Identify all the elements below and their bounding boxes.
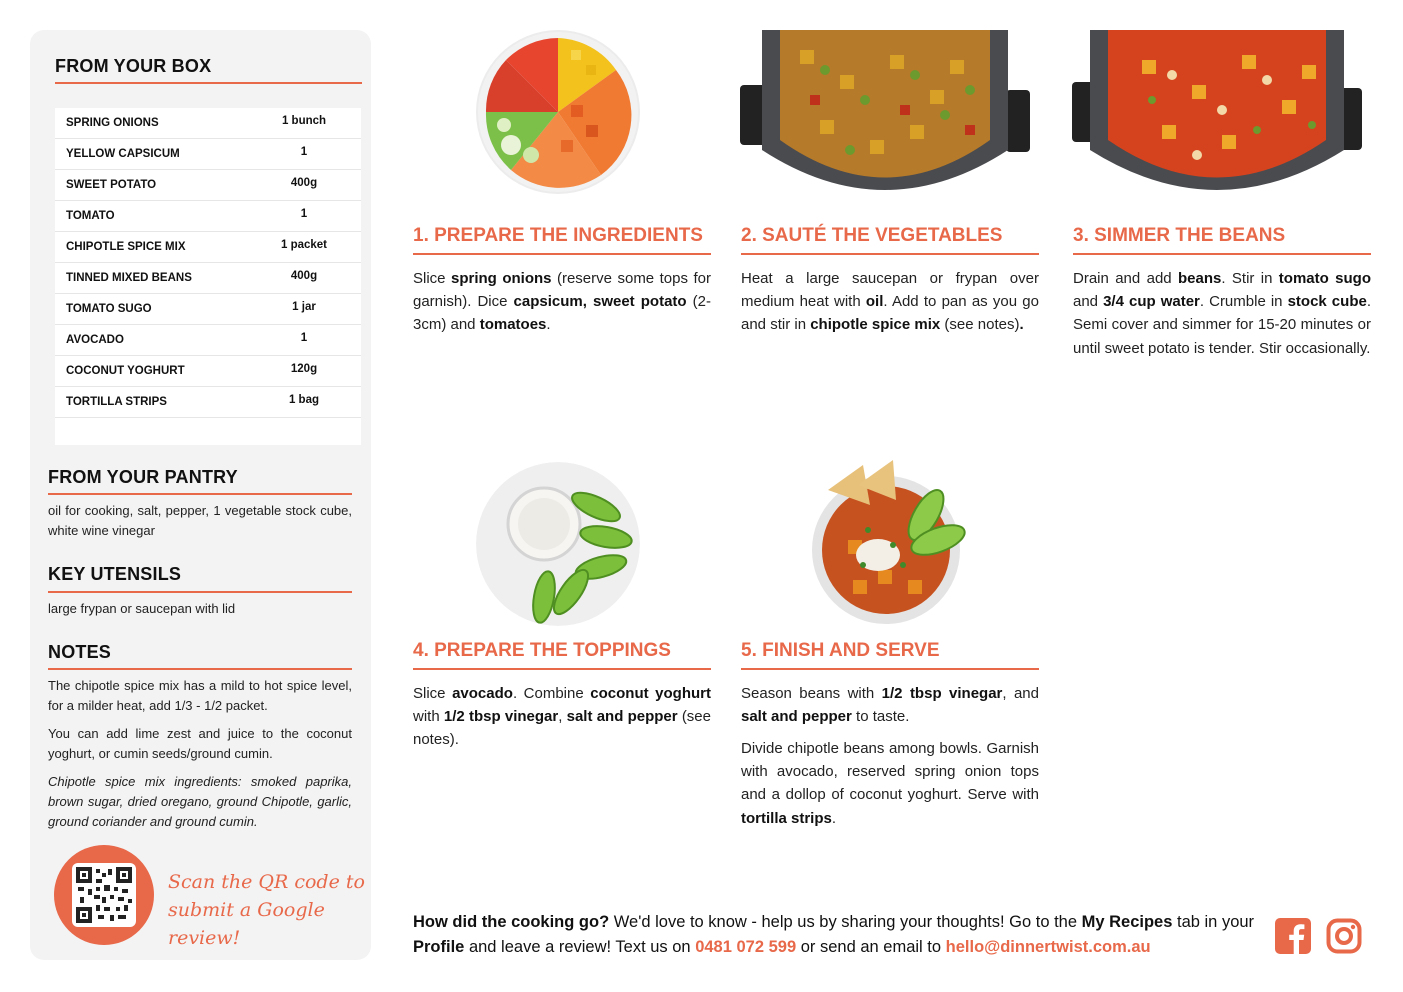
ingredient-row <box>55 325 361 356</box>
phone-link[interactable]: 0481 072 599 <box>695 938 797 956</box>
qr-text-line: Scan the QR code to <box>168 871 365 893</box>
step-divider <box>1073 253 1371 255</box>
step-4-instructions: Slice avocado. Combine coconut yoghurt with 1/2 tbsp vinegar, salt and pepper (see notes). <box>413 685 711 749</box>
ingredient-row <box>55 263 361 294</box>
ingredient-name: TOMATO <box>66 210 115 222</box>
instagram-icon[interactable] <box>1326 918 1362 954</box>
ingredient-qty: 1 <box>300 146 308 158</box>
ingredient-qty: 1 packet <box>280 239 328 251</box>
prepared-ingredients-photo <box>476 30 640 194</box>
step-divider <box>413 253 711 255</box>
review-footer: How did the cooking go? We'd love to know - help us by sharing your thoughts! Go to the My Recipes tab in your Profile and leave a review! Text us on 0481 072 599 or send an email to hello@dinnertwist.com.au <box>413 913 1255 956</box>
step-2-title: 2. SAUTÉ THE VEGETABLES <box>741 225 1003 246</box>
ingredient-name: TORTILLA STRIPS <box>66 396 167 408</box>
facebook-icon[interactable] <box>1275 918 1311 954</box>
qr-code-icon[interactable] <box>72 863 136 927</box>
ingredient-name: CHIPOTLE SPICE MIX <box>66 241 186 253</box>
ingredient-row <box>55 387 361 418</box>
ingredient-name: TINNED MIXED BEANS <box>66 272 192 284</box>
ingredient-row <box>55 232 361 263</box>
step-divider <box>413 668 711 670</box>
ingredient-row <box>55 108 361 139</box>
heading-divider <box>48 668 352 670</box>
ingredient-row <box>55 201 361 232</box>
ingredient-qty: 1 jar <box>292 301 316 313</box>
notes-heading: NOTES <box>48 642 112 662</box>
step-1-title: 1. PREPARE THE INGREDIENTS <box>413 225 703 246</box>
saute-pan-photo <box>740 30 1030 197</box>
ingredient-name: TOMATO SUGO <box>66 303 152 315</box>
step-divider <box>741 253 1039 255</box>
qr-badge[interactable] <box>54 845 154 945</box>
ingredient-qty: 400g <box>290 177 318 189</box>
utensils-text: large frypan or saucepan with lid <box>48 601 236 616</box>
ingredient-qty: 1 bunch <box>281 115 327 127</box>
pantry-heading: FROM YOUR PANTRY <box>48 467 238 487</box>
step-5-instructions: Season beans with 1/2 tbsp vinegar, and salt and pepper to taste. <box>741 685 1039 726</box>
ingredient-qty: 1 <box>300 332 308 344</box>
step-4-title: 4. PREPARE THE TOPPINGS <box>413 640 671 661</box>
qr-review-prompt <box>168 868 368 952</box>
step-divider <box>741 668 1039 670</box>
from-your-box-heading: FROM YOUR BOX <box>55 56 212 76</box>
pantry-text: oil for cooking, salt, pepper, 1 vegetable stock cube, white wine vinegar <box>48 503 352 538</box>
ingredient-row <box>55 170 361 201</box>
toppings-photo <box>476 462 640 626</box>
ingredient-name: AVOCADO <box>66 334 124 346</box>
ingredients-sidebar <box>30 30 371 960</box>
finished-bowl-photo <box>808 460 968 626</box>
step-3-title: 3. SIMMER THE BEANS <box>1073 225 1286 246</box>
ingredient-qty: 400g <box>290 270 318 282</box>
ingredient-name: SWEET POTATO <box>66 179 157 191</box>
step-2-instructions: Heat a large saucepan or frypan over medium heat with oil. Add to pan as you go and stir in chipotle spice mix (see notes). <box>741 270 1039 334</box>
ingredient-qty: 120g <box>290 363 318 375</box>
step-5-title: 5. FINISH AND SERVE <box>741 640 940 661</box>
heading-divider <box>48 493 352 495</box>
ingredient-name: YELLOW CAPSICUM <box>66 148 180 160</box>
heading-divider <box>55 82 362 84</box>
ingredient-name: COCONUT YOGHURT <box>66 365 185 377</box>
ingredients-table <box>55 108 361 445</box>
note-paragraph: The chipotle spice mix has a mild to hot spice level, for a milder heat, add 1/3 - 1/2 packet. <box>48 678 352 713</box>
email-link[interactable]: hello@dinnertwist.com.au <box>945 938 1151 956</box>
note-paragraph: Chipotle spice mix ingredients: smoked paprika, brown sugar, dried oregano, ground Chipotle, garlic, ground coriander and ground cumin. <box>48 774 352 829</box>
note-paragraph: You can add lime zest and juice to the coconut yoghurt, or cumin seeds/ground cumin. <box>48 726 352 761</box>
qr-text-line: submit a Google review! <box>168 899 325 949</box>
simmer-pot-photo <box>1072 30 1362 197</box>
step-3-instructions: Drain and add beans. Stir in tomato sugo and 3/4 cup water. Crumble in stock cube. Semi cover and simmer for 15-20 minutes or until sweet potato is tender. Stir occasionally. <box>1073 270 1371 357</box>
step-1-instructions: Slice spring onions (reserve some tops for garnish). Dice capsicum, sweet potato (2-3cm) and tomatoes. <box>413 270 711 334</box>
ingredient-qty: 1 <box>300 208 308 220</box>
step-5-serving: Divide chipotle beans among bowls. Garnish with avocado, reserved spring onion tops and a dollop of coconut yoghurt. Serve with tortilla strips. <box>741 740 1039 827</box>
ingredient-qty: 1 bag <box>288 394 320 406</box>
utensils-heading: KEY UTENSILS <box>48 564 182 584</box>
ingredient-row <box>55 356 361 387</box>
ingredient-row <box>55 294 361 325</box>
ingredient-row <box>55 139 361 170</box>
ingredient-name: SPRING ONIONS <box>66 117 159 129</box>
heading-divider <box>48 591 352 593</box>
